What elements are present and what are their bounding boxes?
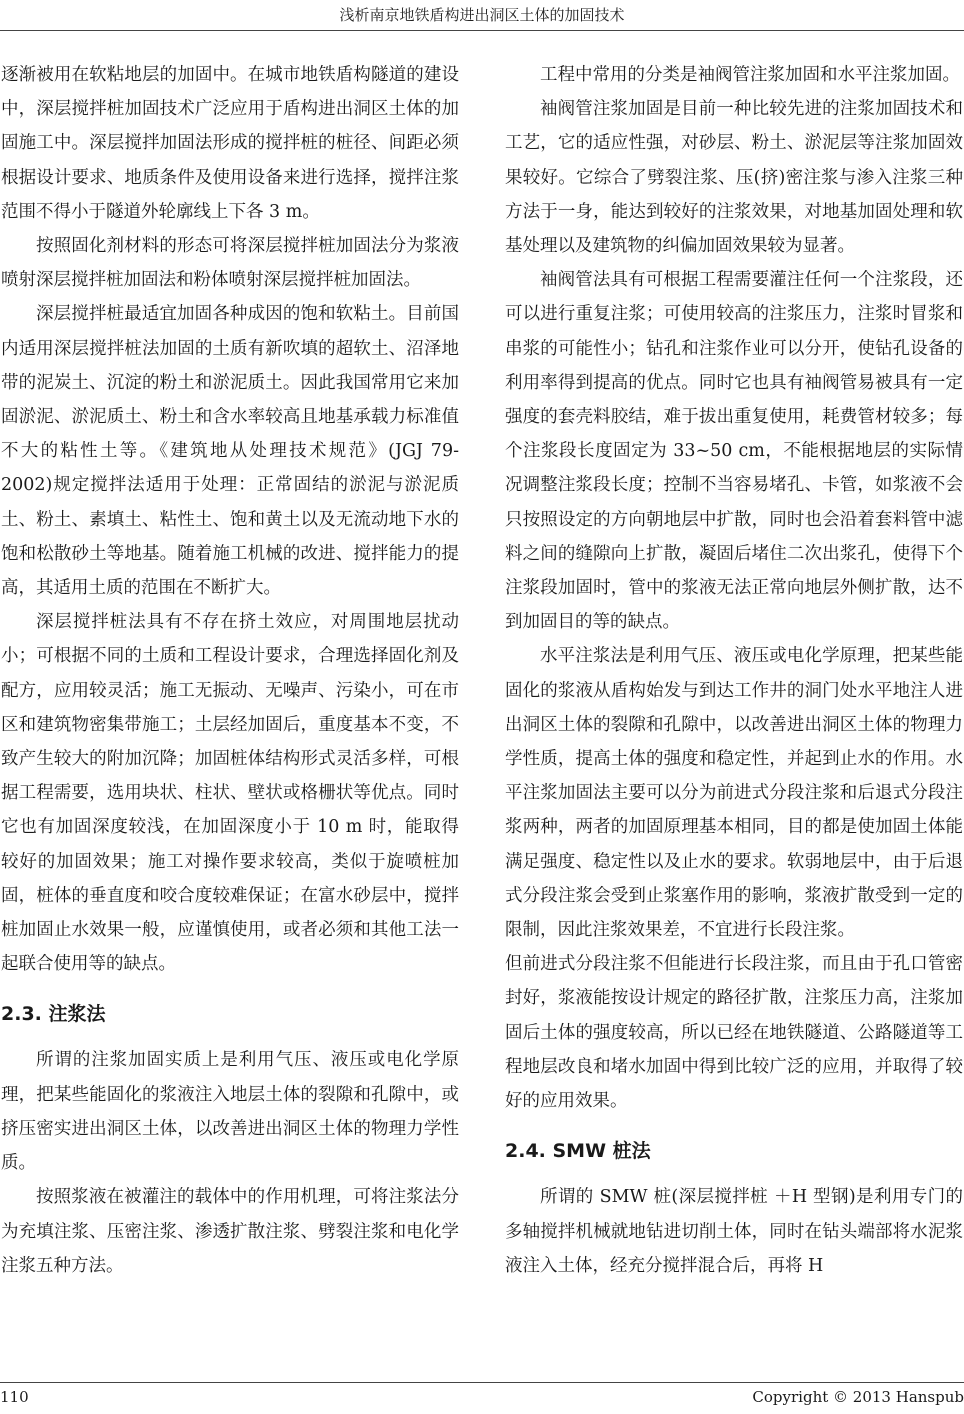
- right-column: [505, 58, 963, 1283]
- paragraph: 袖阀管注浆加固是目前一种比较先进的注浆加固技术和工艺，它的适应性强，对砂层、粉土、淤泥层等注浆加固效果较好。它综合了劈裂注浆、压(挤)密注浆与渗入注浆三种方法于一身，能达到较好的注浆效果，对地基加固处理和软基处理以及建筑物的纠偏加固效果较为显著。: [505, 99, 963, 257]
- paragraph: 但前进式分段注浆不但能进行长段注浆，而且由于孔口管密封好，浆液能按设计规定的路径扩散，注浆压力高，注浆加固后土体的强度较高，所以已经在地铁隧道、公路隧道等工程地层改良和堵水加固中得到比较广泛的应用，并取得了较好的应用效果。: [505, 954, 963, 1112]
- paragraph: 所谓的注浆加固实质上是利用气压、液压或电化学原理，把某些能固化的浆液注入地层土体的裂隙和孔隙中，或挤压密实进出洞区土体，以改善进出洞区土体的物理力学性质。: [1, 1050, 459, 1174]
- paragraph: 按照固化剂材料的形态可将深层搅拌桩加固法分为浆液喷射深层搅拌桩加固法和粉体喷射深层搅拌桩加固法。: [1, 236, 459, 291]
- footer-rule: [0, 1382, 964, 1383]
- section-heading: 2.3. 注浆法: [1, 1003, 106, 1026]
- copyright-notice: Copyright © 2013 Hanspub: [752, 1388, 964, 1406]
- page-number: 110: [0, 1388, 29, 1406]
- paragraph: 水平注浆法是利用气压、液压或电化学原理，把某些能固化的浆液从盾构始发与到达工作井的洞门处水平地注人进出洞区土体的裂隙和孔隙中，以改善进出洞区土体的物理力学性质，提高土体的强度和稳定性，并起到止水的作用。水平注浆加固法主要可以分为前进式分段注浆和后退式分段注浆两种，两者的加固原理基本相同，目的都是使加固土体能满足强度、稳定性以及止水的要求。软弱地层中，由于后退式分段注浆会受到止浆塞作用的影响，浆液扩散受到一定的限制，因此注浆效果差，不宜进行长段注浆。: [505, 646, 963, 941]
- header-rule: [0, 30, 964, 31]
- paragraph: 深层搅拌桩最适宜加固各种成因的饱和软粘土。目前国内适用深层搅拌桩法加固的土质有新吹填的超软土、沼泽地带的泥炭土、沉淀的粉土和淤泥质土。因此我国常用它来加固淤泥、淤泥质土、粉土和含水率较高且地基承载力标准值不大的粘性土等。《建筑地从处理技术规范》(JGJ 79-2002)规定搅拌法适用于处理：正常固结的淤泥与淤泥质土、粉土、素填土、粘性土、饱和黄土以及无流动地下水的饱和松散砂土等地基。随着施工机械的改进、搅拌能力的提高，其适用土质的范围在不断扩大。: [1, 304, 459, 599]
- paragraph: 工程中常用的分类是袖阀管注浆加固和水平注浆加固。: [540, 65, 960, 85]
- paragraph: 逐渐被用在软粘地层的加固中。在城市地铁盾构隧道的建设中，深层搅拌桩加固技术广泛应用于盾构进出洞区土体的加固施工中。深层搅拌加固法形成的搅拌桩的桩径、间距必须根据设计要求、地质条件及使用设备来进行选择，搅拌注浆范围不得小于隧道外轮廓线上下各 3 m。: [1, 65, 459, 222]
- running-header: 浅析南京地铁盾构进出洞区土体的加固技术: [339, 6, 625, 24]
- section-heading: 2.4. SMW 桩法: [505, 1140, 651, 1163]
- paragraph: 按照浆液在被灌注的载体中的作用机理，可将注浆法分为充填注浆、压密注浆、渗透扩散注浆、劈裂注浆和电化学注浆五种方法。: [1, 1187, 459, 1276]
- paragraph: 所谓的 SMW 桩(深层搅拌桩 ＋H 型钢)是利用专门的多轴搅拌机械就地钻进切削土体，同时在钻头端部将水泥浆液注入土体，经充分搅拌混合后，再将 H: [505, 1187, 963, 1276]
- left-column: [1, 58, 459, 1283]
- paragraph: 深层搅拌桩法具有不存在挤土效应，对周围地层扰动小；可根据不同的土质和工程设计要求，合理选择固化剂及配方，应用较灵活；施工无振动、无噪声、污染小，可在市区和建筑物密集带施工；土层经加固后，重度基本不变，不致产生较大的附加沉降；加固桩体结构形式灵活多样，可根据工程需要，选用块状、柱状、壁状或格栅状等优点。同时它也有加固深度较浅，在加固深度小于 10 m 时，能取得较好的加固效果；施工对操作要求较高，类似于旋喷桩加固，桩体的垂直度和咬合度较难保证；在富水砂层中，搅拌桩加固止水效果一般，应谨慎使用，或者必须和其他工法一起联合使用等的缺点。: [1, 612, 459, 975]
- paragraph: 袖阀管法具有可根据工程需要灌注任何一个注浆段，还可以进行重复注浆；可使用较高的注浆压力，注浆时冒浆和串浆的可能性小；钻孔和注浆作业可以分开，使钻孔设备的利用率得到提高的优点。同时它也具有袖阀管易被具有一定强度的套壳料胶结，难于拔出重复使用，耗费管材较多；每个注浆段长度固定为 33~50 cm，不能根据地层的实际情况调整注浆段长度；控制不当容易堵孔、卡管，如浆液不会只按照设定的方向朝地层中扩散，同时也会沿着套料管中滤料之间的缝隙向上扩散，凝固后堵住二次出浆孔，使得下个注浆段加固时，管中的浆液无法正常向地层外侧扩散，达不到加固目的等的缺点。: [505, 270, 963, 633]
